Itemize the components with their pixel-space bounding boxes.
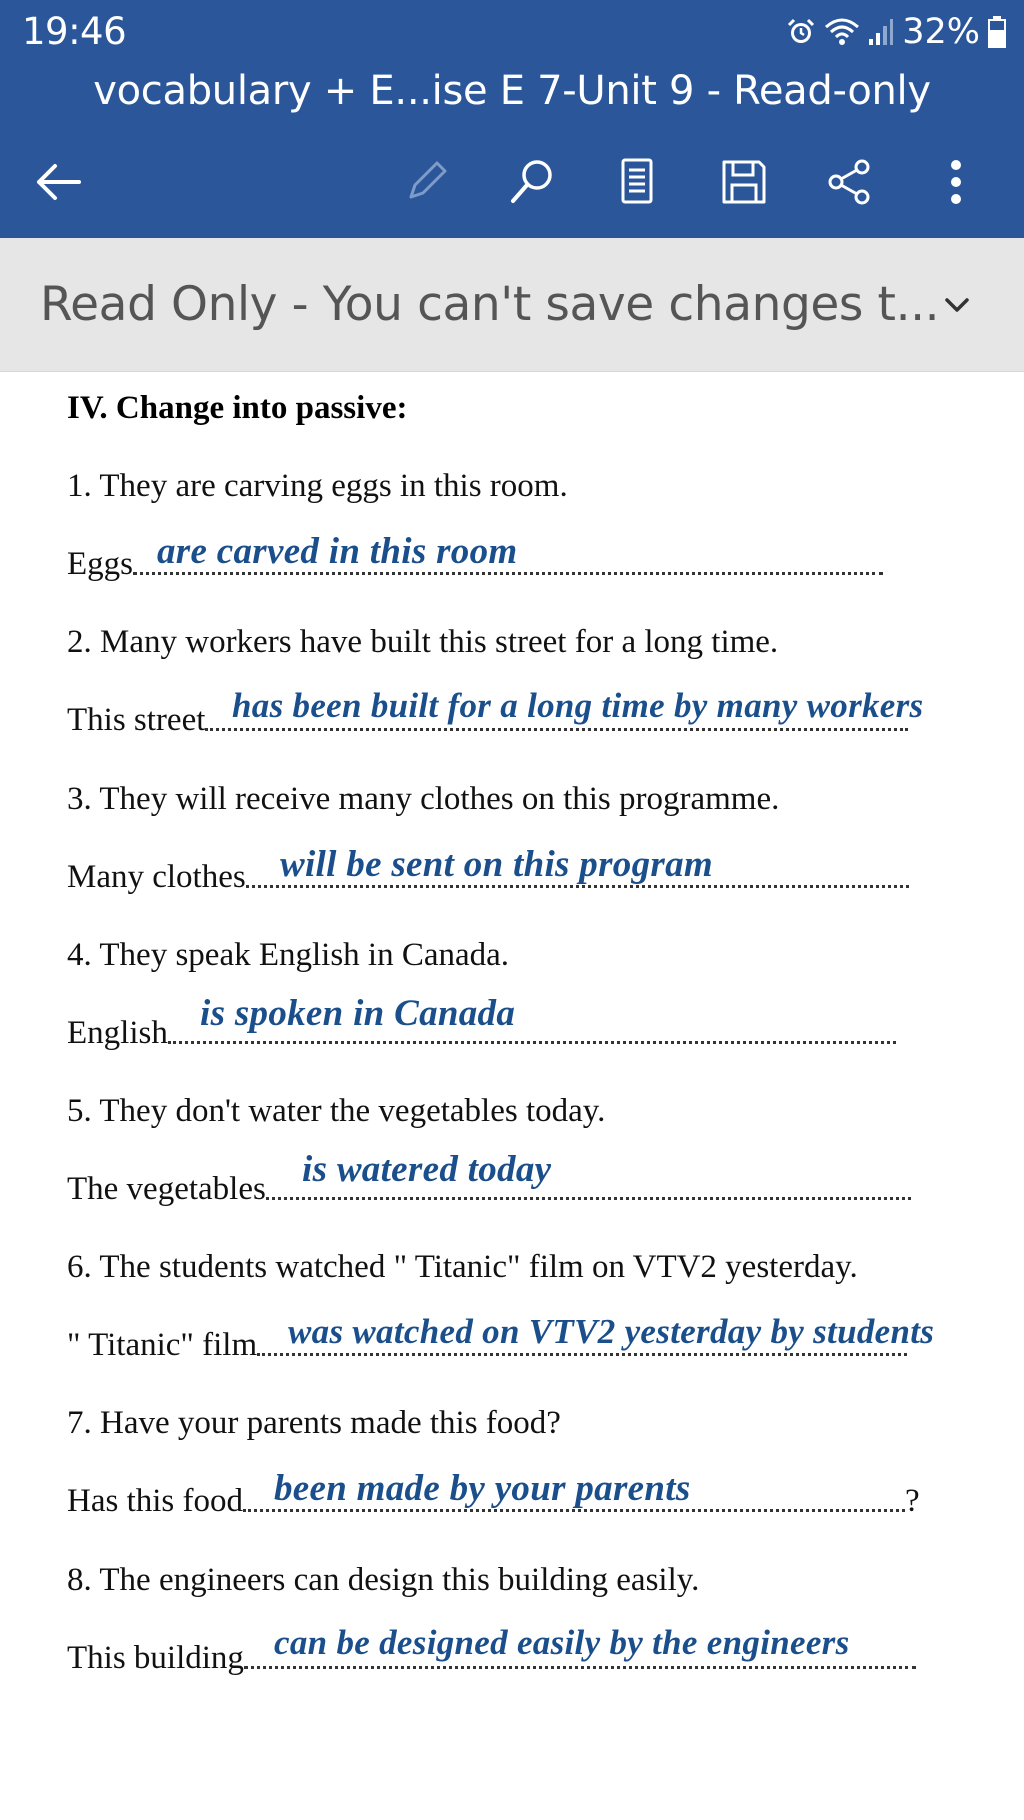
- answer-prompt: Eggs: [67, 546, 133, 582]
- answer-prompt: The vegetables: [67, 1171, 266, 1207]
- handwritten-answer: can be designed easily by the engineers: [274, 1623, 850, 1662]
- question-text: 3. They will receive many clothes on this programme.: [67, 781, 780, 817]
- signal-icon: [868, 17, 894, 47]
- answer-prompt: English: [67, 1015, 168, 1051]
- status-icons: [786, 10, 1006, 54]
- search-icon[interactable]: [500, 150, 564, 214]
- read-only-banner[interactable]: [0, 238, 1024, 372]
- question-text: 7. Have your parents made this food?: [67, 1405, 561, 1441]
- back-arrow-icon[interactable]: [26, 150, 90, 214]
- question-text: 1. They are carving eggs in this room.: [67, 468, 568, 504]
- more-icon[interactable]: [924, 150, 988, 214]
- question-text: 5. They don't water the vegetables today.: [67, 1093, 606, 1129]
- handwritten-answer: are carved in this room: [157, 531, 518, 572]
- dotted-blank: [205, 727, 908, 731]
- pencil-icon[interactable]: [394, 150, 458, 214]
- chevron-down-icon[interactable]: [935, 283, 979, 327]
- handwritten-answer: will be sent on this program: [280, 844, 713, 885]
- dotted-blank: [168, 1040, 896, 1044]
- battery-level: 32%: [902, 12, 980, 52]
- share-icon[interactable]: [817, 150, 881, 214]
- dotted-blank: [244, 1665, 916, 1669]
- dotted-blank: [257, 1352, 907, 1356]
- answer-prompt: Many clothes: [67, 859, 246, 895]
- wifi-icon: [824, 17, 860, 47]
- save-icon[interactable]: [712, 150, 776, 214]
- question-text: 6. The students watched " Titanic" film on VTV2 yesterday.: [67, 1249, 858, 1285]
- question-text: 4. They speak English in Canada.: [67, 937, 510, 973]
- answer-prompt: This building: [67, 1640, 244, 1676]
- answer-prompt: This street: [67, 702, 206, 738]
- question-text: 8. The engineers can design this building easily.: [67, 1562, 700, 1598]
- handwritten-answer: has been built for a long time by many workers: [232, 686, 924, 725]
- answer-prompt: " Titanic" film: [67, 1327, 258, 1363]
- app-header: [0, 0, 1024, 238]
- answer-prompt: Has this food: [67, 1483, 243, 1519]
- alarm-icon: [786, 17, 816, 47]
- handwritten-answer: is spoken in Canada: [200, 993, 516, 1034]
- handwritten-answer: is watered today: [302, 1149, 552, 1190]
- section-heading: IV. Change into passive:: [67, 390, 408, 426]
- question-text: 2. Many workers have built this street for a long time.: [67, 624, 779, 660]
- document-title: vocabulary + E...ise E 7-Unit 9 - Read-only: [93, 68, 931, 114]
- reading-view-icon[interactable]: [605, 150, 669, 214]
- dotted-blank: [266, 1196, 911, 1200]
- handwritten-answer: was watched on VTV2 yesterday by students: [288, 1312, 935, 1351]
- handwritten-answer: been made by your parents: [274, 1468, 691, 1509]
- read-only-message: Read Only - You can't save changes t...: [40, 277, 940, 332]
- battery-icon: [988, 16, 1006, 48]
- answer-suffix: ?: [905, 1483, 920, 1519]
- status-time: 19:46: [22, 10, 127, 53]
